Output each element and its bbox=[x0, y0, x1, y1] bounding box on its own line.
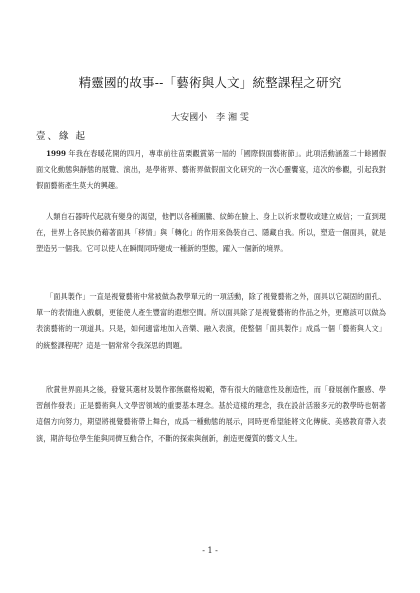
paragraph-4-text: 欣賞世界面具之後，發覺其選材及製作都無嚴格規範，帶有很大的隨意性及創造性，而「發展創作靈感、學習創作發表」正是藝術與人文學習領域的重要基本理念。基於這樣的理念，我在設計活潑多元的教學時也朝著這個方向努力，期望將視覺藝術帶上舞台，成爲一種動態的展示，同時更希望能將文化傳統、美感教育帶入表演，期許每位學生能與同儕互動合作，不斷的探索與創新，創造更優質的藝文人生。 bbox=[36, 385, 386, 443]
paragraph-2 bbox=[36, 209, 386, 258]
page-number: - 1 - bbox=[202, 546, 218, 555]
section-heading: 壹、緣 起 bbox=[36, 131, 88, 142]
paragraph-1-text: 年我在春暖花開的四月，專車前往苗栗觀賞第一屆的「國際假面藝術節」。此項活動涵蓋二十餘國假面文化動態與靜態的展覽、演出，是學術界、藝術界做假面文化研究的一次心靈饗宴，這次的參觀，引起我對假面藝術產生莫大的興趣。 bbox=[36, 149, 386, 191]
paragraph-2-text: 人類自石器時代起就有變身的渴望，他們以各種圖騰、紋飾在臉上、身上以祈求豐收或建立威信；一直到現在，世界上各民族仍藉著面具「移情」與「轉化」的作用來偽裝自己、隱藏自我。所以，塑造一個面具，就是塑造另一個我。它可以使人在瞬間同時變成一種新的型態，躍入一個新的境界。 bbox=[36, 212, 386, 254]
paragraph-3-text: 「面具製作」一直是視覺藝術中常被做為教學單元的一項活動，除了視覺藝術之外，面具以它凝固的面孔、單一的表情進入戲劇，更能使人產生豐富的遐想空間。所以面具除了是視覺藝術的作品之外，更應該可以做為表演藝術的一項道具。只是，如何適當地加入音樂、融入表演，使整個「面具製作」成爲一個「藝術與人文」的統整課程呢？這是一個常常令我深思的問題。 bbox=[36, 292, 386, 350]
document-title: 精靈國的故事--「藝術與人文」統整課程之研究 bbox=[78, 75, 342, 90]
paragraph-1 bbox=[36, 146, 386, 195]
paragraph-1-lead: 1999 bbox=[46, 149, 67, 158]
paragraph-4 bbox=[36, 382, 386, 447]
document-author: 大安國小 李 湘 雯 bbox=[171, 113, 249, 123]
paragraph-3 bbox=[36, 289, 386, 354]
